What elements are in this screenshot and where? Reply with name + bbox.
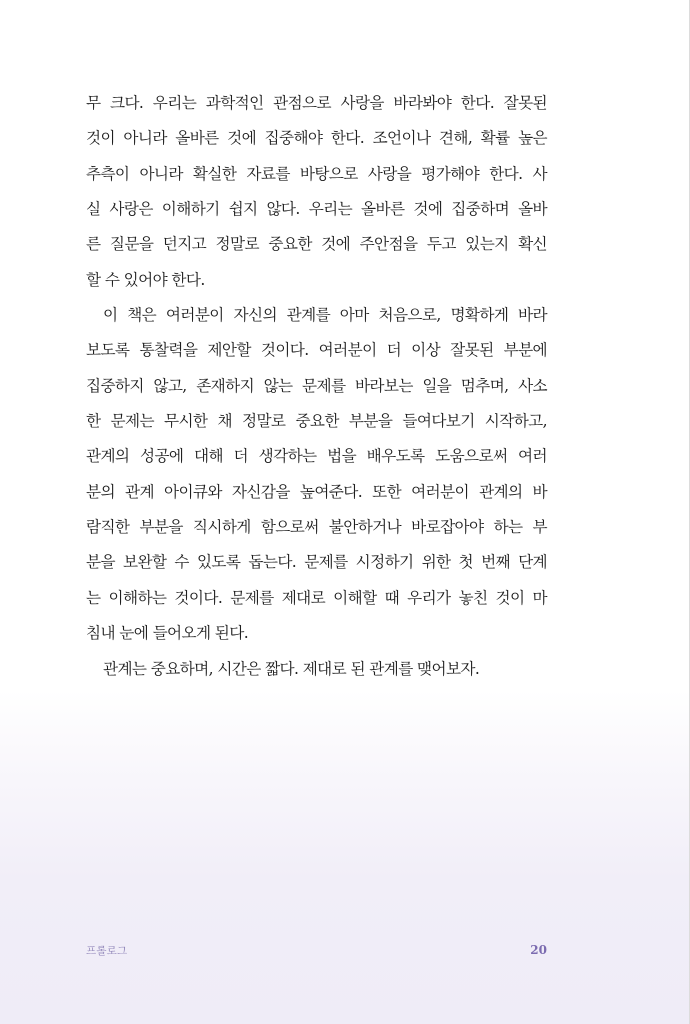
- text-line: 할 수 있어야 한다.: [86, 270, 205, 289]
- text-line: 것이 아니라 올바른 것에 집중해야 한다. 조언이나 견해, 확률 높은: [86, 129, 547, 148]
- text-line: 분의 관계 아이큐와 자신감을 높여준다. 또한 여러분이 관계의 바: [86, 482, 547, 501]
- page-footer: [86, 940, 547, 960]
- text-line: 한 문제는 무시한 채 정말로 중요한 부분을 들여다보기 시작하고,: [86, 412, 547, 431]
- text-line: 실 사랑은 이해하기 쉽지 않다. 우리는 올바른 것에 집중하며 올바: [86, 200, 547, 219]
- paragraph-2: [86, 298, 547, 651]
- running-head: 프롤로그: [86, 944, 128, 957]
- text-line: 무 크다. 우리는 과학적인 관점으로 사랑을 바라봐야 한다. 잘못된: [86, 94, 547, 112]
- text-line: 집중하지 않고, 존재하지 않는 문제를 바라보는 일을 멈추며, 사소: [86, 376, 547, 395]
- text-line: 관계는 중요하며, 시간은 짧다. 제대로 된 관계를 맺어보자.: [103, 659, 480, 678]
- paragraph-3: [86, 652, 547, 687]
- page-number: 20: [530, 943, 547, 957]
- paragraph-1: [86, 86, 547, 298]
- text-line: 람직한 부분을 직시하게 함으로써 불안하거나 바로잡아야 하는 부: [86, 518, 547, 537]
- text-line: 관계의 성공에 대해 더 생각하는 법을 배우도록 도움으로써 여러: [86, 447, 547, 466]
- text-line: 른 질문을 던지고 정말로 중요한 것에 주안점을 두고 있는지 확신: [86, 235, 547, 254]
- text-line: 침내 눈에 들어오게 된다.: [86, 624, 249, 643]
- text-line: 분을 보완할 수 있도록 돕는다. 문제를 시정하기 위한 첫 번째 단계: [86, 553, 547, 572]
- text-line: 이 책은 여러분이 자신의 관계를 아마 처음으로, 명확하게 바라: [103, 306, 547, 325]
- body-text: [86, 86, 547, 687]
- text-line: 추측이 아니라 확실한 자료를 바탕으로 사랑을 평가해야 한다. 사: [86, 164, 547, 183]
- text-line: 보도록 통찰력을 제안할 것이다. 여러분이 더 이상 잘못된 부분에: [86, 341, 547, 360]
- text-line: 는 이해하는 것이다. 문제를 제대로 이해할 때 우리가 놓친 것이 마: [86, 588, 547, 607]
